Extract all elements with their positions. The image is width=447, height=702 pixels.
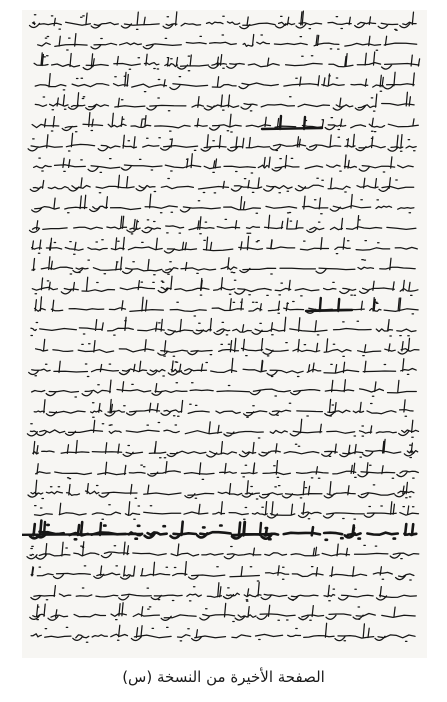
manuscript-line (34, 52, 420, 71)
manuscript-strokes (34, 399, 413, 417)
manuscript-line (28, 133, 416, 151)
manuscript-strokes (28, 480, 414, 499)
manuscript-line (31, 623, 415, 642)
manuscript-line (30, 11, 417, 30)
manuscript-line (36, 338, 419, 356)
manuscript-line (32, 276, 418, 296)
manuscript-line (27, 419, 418, 438)
manuscript-strokes (31, 582, 417, 601)
manuscript-line (35, 502, 419, 520)
manuscript-strokes (38, 34, 417, 51)
manuscript-strokes (32, 257, 415, 275)
page-caption: الصفحة الأخيرة من النسخة (س) (122, 668, 325, 686)
manuscript-strokes (31, 623, 415, 642)
manuscript-strokes (32, 194, 414, 214)
manuscript-line (30, 521, 416, 540)
manuscript-page-image (22, 10, 427, 658)
manuscript-strokes (27, 542, 419, 559)
manuscript-line (32, 257, 415, 275)
manuscript-line (38, 34, 417, 51)
manuscript-strokes (30, 521, 416, 540)
manuscript-line (27, 542, 419, 559)
manuscript-strokes (35, 502, 419, 520)
manuscript-strokes (30, 11, 417, 30)
manuscript-line (34, 399, 413, 417)
manuscript-strokes (31, 562, 414, 581)
manuscript-strokes (31, 317, 416, 336)
manuscript-strokes (32, 380, 417, 397)
manuscript-line (35, 92, 414, 111)
manuscript-strokes (32, 236, 418, 254)
manuscript-line (32, 113, 418, 132)
manuscript-strokes (28, 133, 416, 151)
manuscript-handwriting (22, 10, 427, 658)
manuscript-line (31, 582, 417, 601)
manuscript-strokes (30, 215, 416, 234)
manuscript-line (30, 603, 415, 622)
manuscript-strokes (29, 358, 417, 376)
manuscript-strokes (35, 297, 419, 316)
manuscript-strokes (30, 175, 413, 193)
manuscript-line (31, 317, 416, 336)
manuscript-strokes (35, 92, 414, 111)
manuscript-line (34, 154, 414, 173)
manuscript-strokes (33, 439, 418, 457)
manuscript-line (32, 194, 414, 214)
manuscript-line (35, 297, 419, 316)
manuscript-strokes (32, 113, 418, 132)
manuscript-strokes (36, 338, 419, 356)
manuscript-line (28, 480, 414, 499)
manuscript-line (31, 562, 414, 581)
manuscript-strokes (36, 461, 419, 480)
manuscript-line (30, 175, 413, 193)
manuscript-strokes (32, 276, 418, 296)
manuscript-line (29, 358, 417, 376)
manuscript-strokes (27, 419, 418, 438)
manuscript-strokes (34, 154, 414, 173)
manuscript-strokes (34, 52, 420, 71)
manuscript-line (32, 380, 417, 397)
manuscript-strokes (35, 72, 414, 91)
manuscript-line (33, 439, 418, 457)
manuscript-strokes (30, 603, 415, 622)
manuscript-line (36, 461, 419, 480)
manuscript-line (30, 215, 416, 234)
manuscript-line (35, 72, 414, 91)
manuscript-line (32, 236, 418, 254)
